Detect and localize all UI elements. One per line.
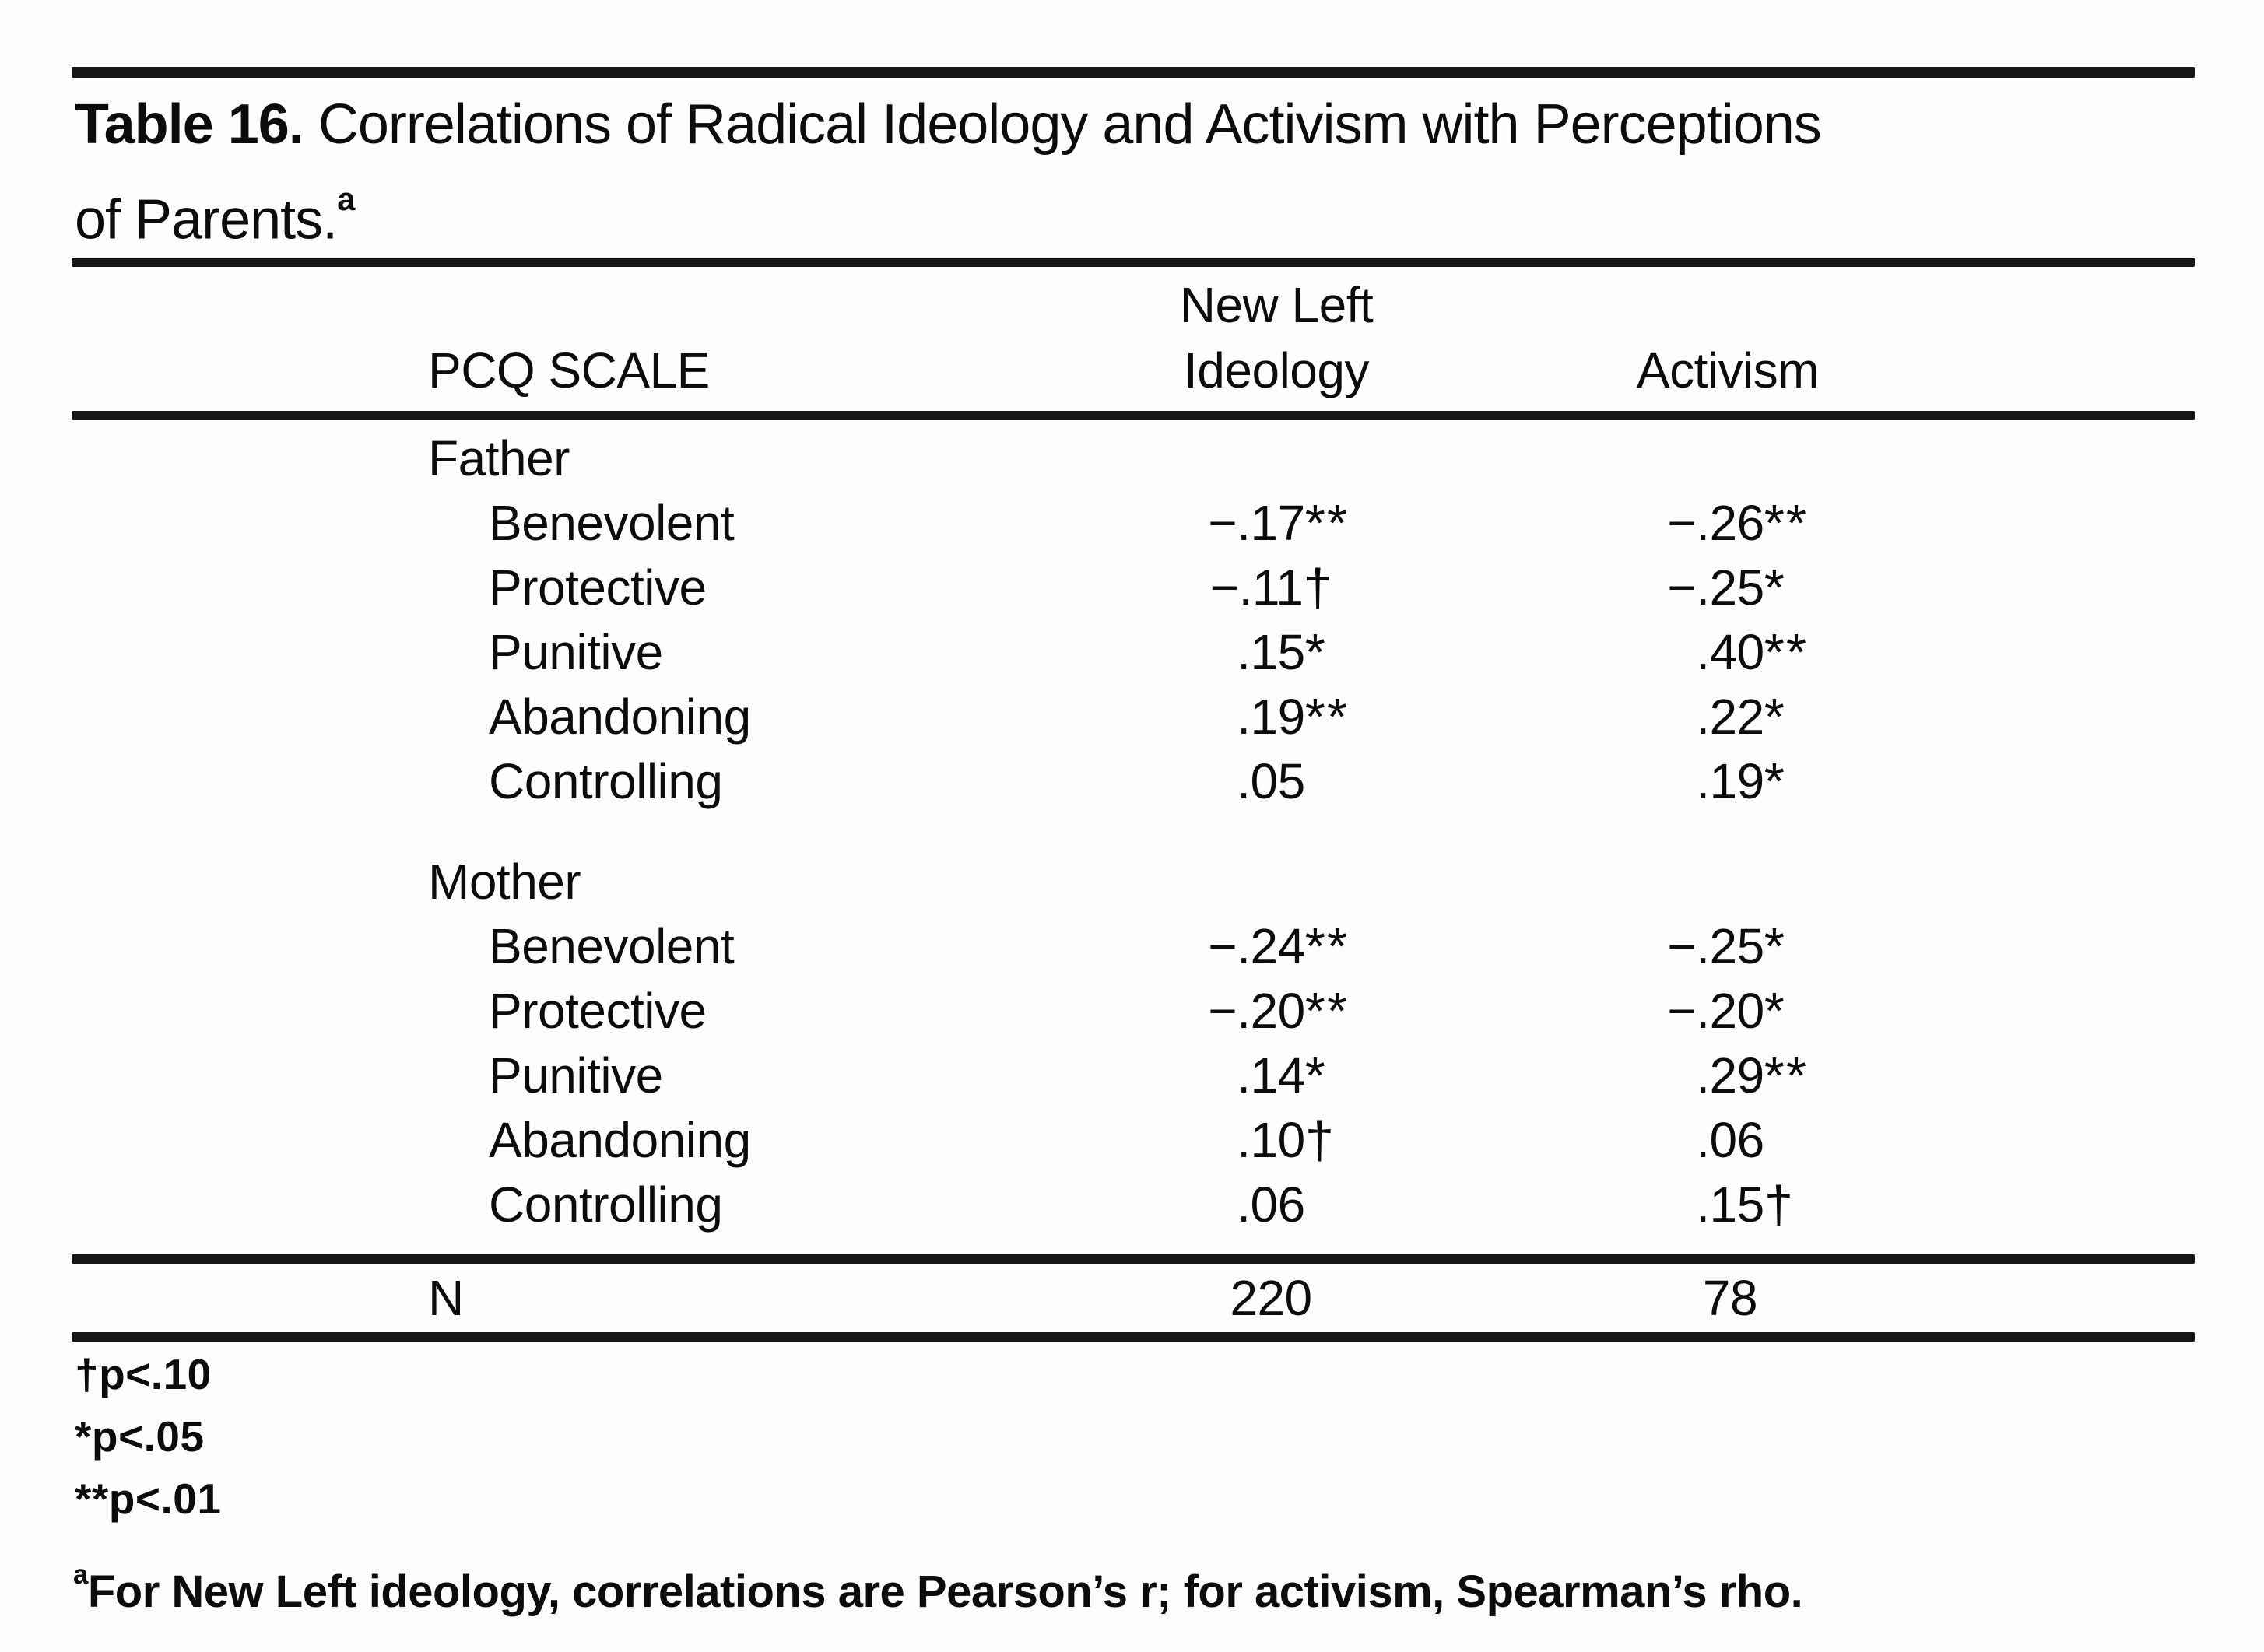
scale-label: Abandoning xyxy=(489,1112,751,1168)
table-row xyxy=(428,620,2192,685)
table-row xyxy=(428,1043,2192,1108)
column-header-new-left-ideology: New Left Ideology xyxy=(1179,277,1374,398)
scale-label: Punitive xyxy=(489,624,663,680)
n-label: N xyxy=(428,1270,464,1326)
table-row xyxy=(428,491,2192,556)
n-ideology-value: 220 xyxy=(1230,1270,1312,1326)
scale-label: Benevolent xyxy=(489,495,735,551)
significance-notes xyxy=(75,1343,221,1530)
activism-value: − .26 ** xyxy=(1667,494,1809,552)
scale-label: Controlling xyxy=(489,753,723,809)
ideology-value: .15 * xyxy=(1237,623,1327,682)
mother-section xyxy=(428,850,2192,1237)
table-footnote-a xyxy=(73,1547,1802,1620)
scale-label: Controlling xyxy=(489,1177,723,1233)
significance-note-one-star: *p<.05 xyxy=(75,1412,205,1461)
ideology-value: − .20 ** xyxy=(1208,982,1350,1040)
ideology-value: − .24 ** xyxy=(1208,917,1350,976)
group-label-row xyxy=(428,426,2192,491)
scale-label: Punitive xyxy=(489,1047,663,1103)
scale-label: Benevolent xyxy=(489,918,735,974)
activism-value: .22 * xyxy=(1696,688,1786,746)
caption-text: Correlations of Radical Ideology and Activism with Perceptions xyxy=(303,93,1821,156)
table-rule-below-title xyxy=(72,258,2195,267)
table-row xyxy=(428,1108,2192,1173)
ideology-value: .05 xyxy=(1237,753,1305,809)
table-rule-bottom xyxy=(72,1332,2195,1342)
table-rule-top xyxy=(72,67,2195,78)
activism-value: − .25 * xyxy=(1667,559,1786,617)
ideology-value: .10 † xyxy=(1237,1111,1336,1170)
scale-label: Protective xyxy=(489,559,707,616)
ideology-value: − .17 ** xyxy=(1208,494,1350,552)
scale-label: Protective xyxy=(489,983,707,1039)
footnote-a-text: For New Left ideology, correlations are Pearson’s r; for activism, Spearman’s rho. xyxy=(87,1566,1803,1618)
group-label-row xyxy=(428,850,2192,914)
activism-value: .19 * xyxy=(1696,752,1786,811)
activism-value: − .20 * xyxy=(1667,982,1786,1040)
column-header-activism: Activism xyxy=(1636,342,1820,398)
table-rule-above-n xyxy=(72,1254,2195,1264)
footnote-a-marker: a xyxy=(73,1559,88,1590)
father-section xyxy=(428,426,2192,814)
caption-line-1 xyxy=(75,87,1821,162)
activism-value: .40 ** xyxy=(1696,623,1809,682)
n-row xyxy=(428,1265,2192,1331)
activism-value: .06 xyxy=(1696,1112,1764,1168)
table-row xyxy=(428,556,2192,620)
n-activism-value: 78 xyxy=(1702,1270,1758,1326)
table-row xyxy=(428,914,2192,979)
caption-footnote-marker: a xyxy=(337,181,356,217)
table-row xyxy=(428,685,2192,749)
group-label: Father xyxy=(428,430,570,486)
significance-note-two-stars: **p<.01 xyxy=(75,1475,222,1523)
table-rule-below-header xyxy=(72,411,2195,420)
column-header-pcq-scale: PCQ SCALE xyxy=(428,342,710,398)
table-row xyxy=(428,1173,2192,1237)
activism-value: .15 † xyxy=(1696,1176,1795,1234)
caption-line-2: of Parents.$^a$ xyxy=(75,181,356,251)
significance-note-dagger: †p<.10 xyxy=(75,1350,212,1398)
table-row xyxy=(428,979,2192,1043)
ideology-value: .19 ** xyxy=(1237,688,1350,746)
activism-value: − .25 * xyxy=(1667,917,1786,976)
group-label: Mother xyxy=(428,854,581,910)
scale-label: Abandoning xyxy=(489,689,751,745)
ideology-value: .14 * xyxy=(1237,1047,1327,1105)
table-number-label: Table 16. xyxy=(75,93,304,156)
table-row xyxy=(428,749,2192,814)
activism-value: .29 ** xyxy=(1696,1047,1809,1105)
ideology-value: − .11 † xyxy=(1209,559,1334,617)
ideology-value: .06 xyxy=(1237,1177,1305,1233)
table-caption xyxy=(75,87,1821,257)
